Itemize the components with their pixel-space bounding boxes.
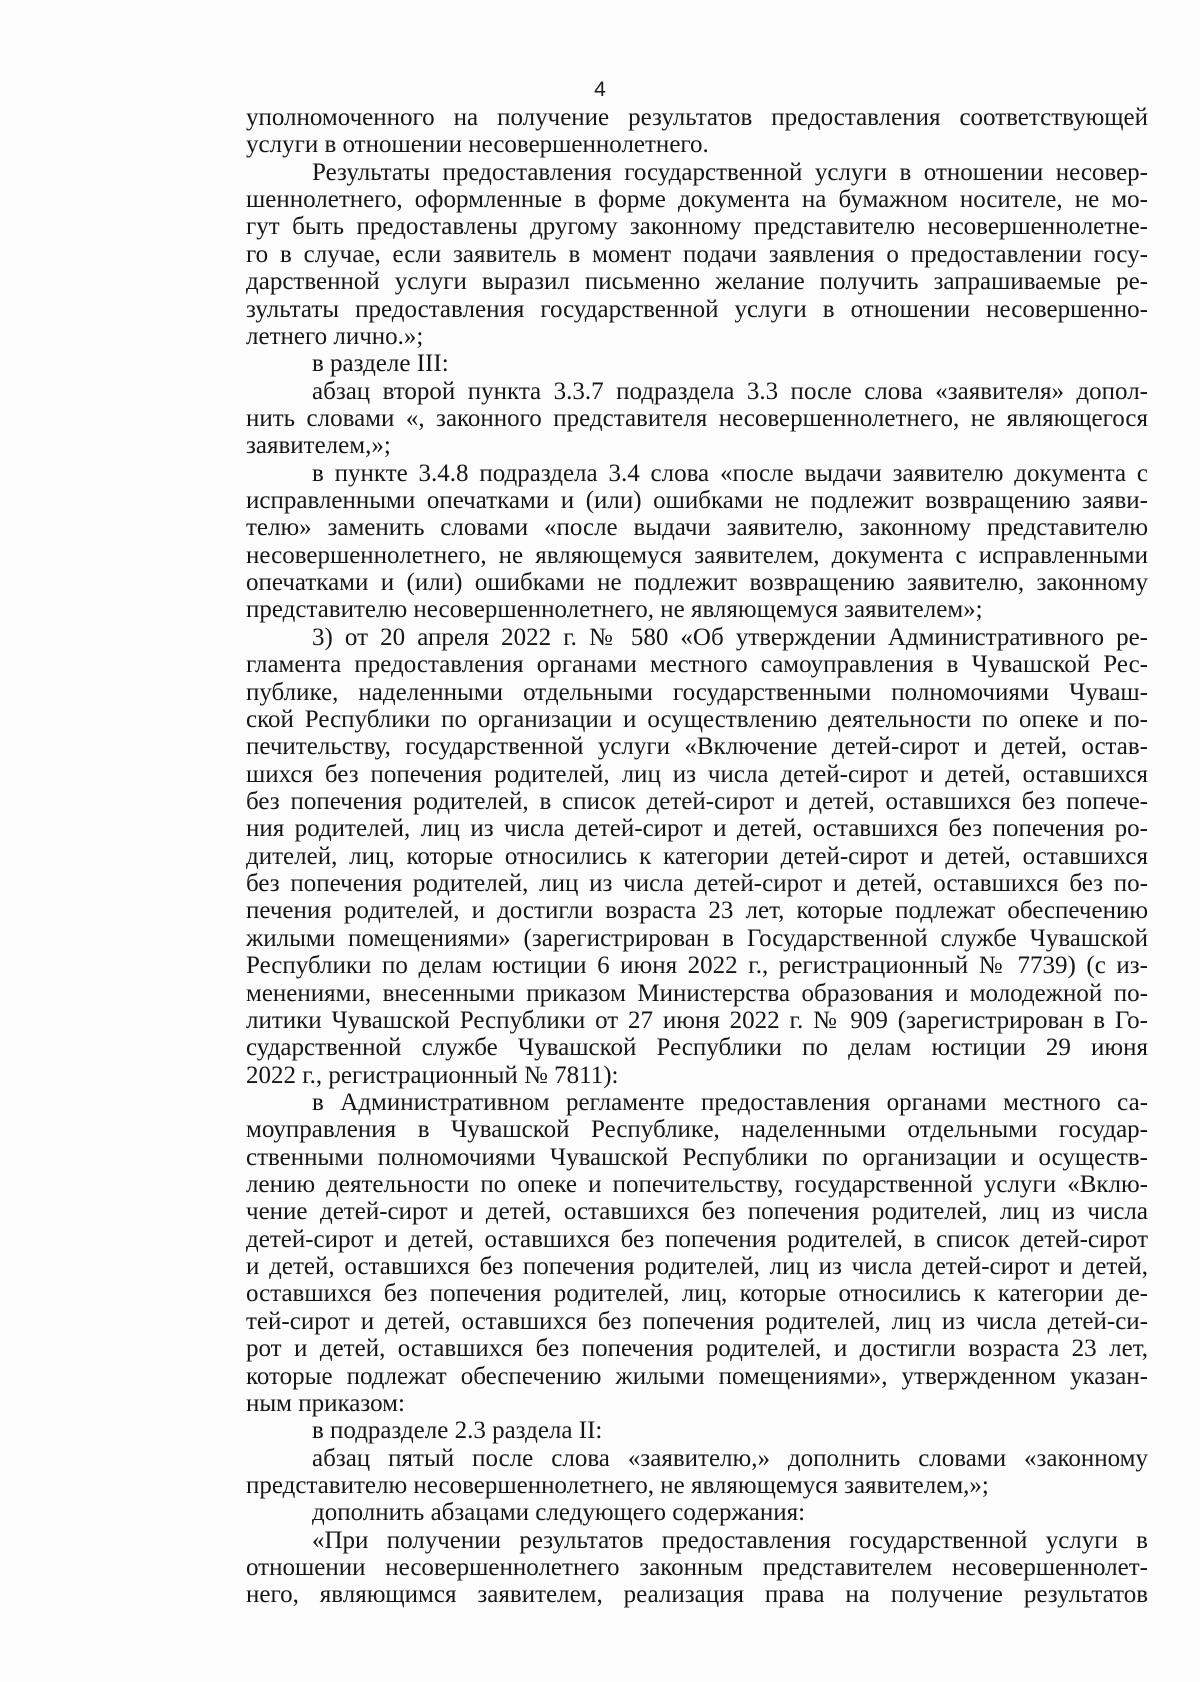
text-line: жилыми помещениями» (зарегистрирован в Государственной службе Чувашской xyxy=(246,924,1148,952)
text-line: без попечения родителей, лиц из числа детей-сирот и детей, оставшихся без по- xyxy=(246,870,1148,898)
text-line: и детей, оставшихся без попечения родителей, лиц из числа детей-сирот и детей, xyxy=(246,1253,1148,1281)
text-line: уполномоченного на получение результатов предоставления соответствующей xyxy=(246,104,1148,131)
text-line: в разделе III: xyxy=(312,350,449,378)
text-line: абзац пятый после слова «заявителю,» дополнить словами «законному xyxy=(312,1444,1148,1472)
text-line: опечатками и (или) ошибками не подлежит возвращению заявителю, законному xyxy=(246,569,1148,597)
text-line: в подразделе 2.3 раздела II: xyxy=(312,1417,603,1445)
text-line: оставшихся без попечения родителей, лиц, которые относились к категории де- xyxy=(246,1280,1148,1308)
text-line: ния родителей, лиц из числа детей-сирот и детей, оставшихся без попечения ро- xyxy=(246,815,1148,843)
text-line: литики Чувашской Республики от 27 июня 2022 г. № 909 (зарегистрирован в Го- xyxy=(246,1006,1148,1034)
text-line: публике, наделенными отдельными государственными полномочиями Чуваш- xyxy=(246,678,1148,706)
text-line: лению деятельности по опеке и попечительству, государственной услуги «Вклю- xyxy=(246,1171,1148,1199)
document-body xyxy=(246,104,1148,1609)
text-line: тей-сирот и детей, оставшихся без попечения родителей, лиц из числа детей-си- xyxy=(246,1307,1148,1335)
text-line: отношении несовершеннолетнего законным представителем несовершеннолет- xyxy=(246,1554,1148,1582)
text-line: телю» заменить словами «после выдачи заявителю, законному представителю xyxy=(246,514,1148,542)
text-line: услуги в отношении несовершеннолетнего. xyxy=(246,131,709,159)
text-line: в пункте 3.4.8 подраздела 3.4 слова «после выдачи заявителю документа с xyxy=(312,459,1148,487)
text-line: 2022 г., регистрационный № 7811): xyxy=(246,1061,619,1089)
text-line: ным приказом: xyxy=(246,1389,405,1417)
text-line: абзац второй пункта 3.3.7 подраздела 3.3 после слова «заявителя» допол- xyxy=(312,377,1148,405)
text-line: в Административном регламенте предоставления органами местного са- xyxy=(312,1088,1148,1116)
text-line: дарственной услуги выразил письменно желание получить запрашиваемые ре- xyxy=(246,268,1148,296)
text-line: шихся без попечения родителей, лиц из числа детей-сирот и детей, оставшихся xyxy=(246,760,1148,788)
text-line: нить словами «, законного представителя несовершеннолетнего, не являющегося xyxy=(246,404,1148,432)
text-line: «При получении результатов предоставления государственной услуги в xyxy=(312,1526,1148,1554)
text-line: чение детей-сирот и детей, оставшихся без попечения родителей, лиц из числа xyxy=(246,1198,1148,1226)
text-line: печения родителей, и достигли возраста 23 лет, которые подлежат обеспечению xyxy=(246,897,1148,925)
text-line: ственными полномочиями Чувашской Республики по организации и осуществ- xyxy=(246,1143,1148,1171)
text-line: моуправления в Чувашской Республике, наделенными отдельными государ- xyxy=(246,1116,1148,1144)
text-line: Республики по делам юстиции 6 июня 2022 г., регистрационный № 7739) (с из- xyxy=(246,952,1148,980)
text-line: шеннолетнего, оформленные в форме документа на бумажном носителе, не мо- xyxy=(246,186,1148,214)
text-line: детей-сирот и детей, оставшихся без попечения родителей, в список детей-сирот xyxy=(246,1225,1148,1253)
text-line: без попечения родителей, в список детей-сирот и детей, оставшихся без попече- xyxy=(246,787,1148,815)
text-line: ской Республики по организации и осуществлению деятельности по опеке и по- xyxy=(246,705,1148,733)
text-line: несовершеннолетнего, не являющемуся заявителем, документа с исправленными xyxy=(246,541,1148,569)
text-line: летнего лично.»; xyxy=(246,322,424,350)
text-line: сударственной службе Чувашской Республики по делам юстиции 29 июня xyxy=(246,1034,1148,1062)
text-line: зультаты предоставления государственной услуги в отношении несовершенно- xyxy=(246,295,1148,323)
text-line: рот и детей, оставшихся без попечения родителей, и достигли возраста 23 лет, xyxy=(246,1335,1148,1363)
text-line: которые подлежат обеспечению жилыми помещениями», утвержденном указан- xyxy=(246,1362,1148,1390)
text-line: печительству, государственной услуги «Включение детей-сирот и детей, остав- xyxy=(246,733,1148,761)
text-line: Результаты предоставления государственной услуги в отношении несовер- xyxy=(312,158,1148,186)
page-number: 4 xyxy=(594,78,606,101)
text-line: го в случае, если заявитель в момент подачи заявления о предоставлении госу- xyxy=(246,240,1148,268)
text-line: 3) от 20 апреля 2022 г. № 580 «Об утверждении Административного ре- xyxy=(312,623,1148,651)
text-line: представителю несовершеннолетнего, не являющемуся заявителем,»; xyxy=(246,1471,989,1499)
text-line: заявителем,»; xyxy=(246,432,391,460)
text-line: дителей, лиц, которые относились к категории детей-сирот и детей, оставшихся xyxy=(246,842,1148,870)
text-line: гут быть предоставлены другому законному представителю несовершеннолетне- xyxy=(246,213,1148,241)
text-line: гламента предоставления органами местного самоуправления в Чувашской Рес- xyxy=(246,651,1148,679)
text-line: него, являющимся заявителем, реализация права на получение результатов xyxy=(246,1581,1148,1609)
text-line: дополнить абзацами следующего содержания: xyxy=(312,1499,806,1527)
text-line: менениями, внесенными приказом Министерства образования и молодежной по- xyxy=(246,979,1148,1007)
text-line: представителю несовершеннолетнего, не являющемуся заявителем»; xyxy=(246,596,983,624)
text-line: исправленными опечатками и (или) ошибками не подлежит возвращению заяви- xyxy=(246,487,1148,515)
